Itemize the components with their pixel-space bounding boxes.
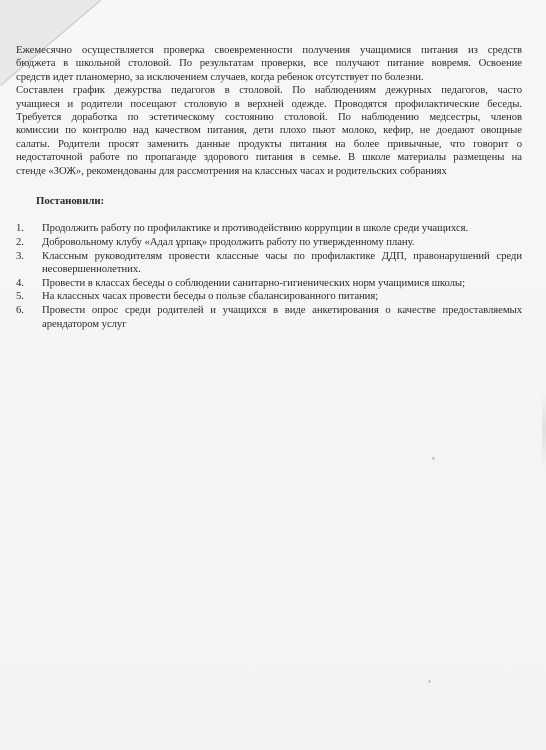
decision-text: Провести в классах беседы о соблюдении санитарно-гигиенических норм учащимися школы; [42, 276, 465, 289]
decision-text: Добровольному клубу «Адал ұрпақ» продолжить работу по утвержденному плану. [42, 236, 415, 249]
decision-text: арендатором услуг [42, 317, 127, 330]
intro-line: Ежемесячно осуществляется проверка своевременности получения учащимися питания из средств [16, 44, 522, 56]
intro-line: Составлен график дежурства педагогов в столовой. По наблюдениям дежурных педагогов, часто [16, 84, 522, 97]
intro-line: стенде «ЗОЖ», рекомендованы для рассмотрения на классных часах и родительских собраниях [16, 164, 447, 177]
decision-number: 6. [16, 304, 24, 317]
decision-item [16, 236, 522, 250]
intro-paragraph [16, 44, 522, 178]
decision-text: Провести опрос среди родителей и учащихся в виде анкетирования о качестве предоставляемых [42, 304, 522, 317]
intro-line: средств идет планомерно, за исключением случаев, когда ребенок отсутствует по болезни. [16, 70, 424, 83]
decision-number: 2. [16, 236, 24, 249]
scan-edge-shadow [542, 390, 546, 470]
decision-number: 1. [16, 222, 24, 235]
decision-number: 5. [16, 290, 24, 303]
decision-text: Продолжить работу по профилактике и противодействию коррупции в школе среди учащихся. [42, 222, 469, 235]
resolution-heading: Постановили: [36, 195, 105, 208]
speck [428, 680, 431, 683]
decisions-list [16, 222, 522, 331]
decision-item [16, 277, 522, 291]
decision-number: 3. [16, 249, 24, 262]
decision-item [16, 250, 522, 277]
decision-text: несовершеннолетних. [42, 263, 141, 276]
intro-line: учащиеся и родители посещают столовую в верхней одежде. Проводятся профилактические беседы. [16, 97, 522, 110]
decision-number: 4. [16, 276, 24, 289]
decision-item [16, 222, 522, 236]
intro-line: недостаточной работе по пропаганде здорового питания в семье. В школе материалы размещены на [16, 151, 522, 164]
decision-text: Классным руководителям провести классные часы по профилактике ДДП, правонарушений среди [42, 249, 522, 262]
decision-text: На классных часах провести беседы о пользе сбалансированного питания; [42, 290, 379, 303]
intro-line: бюджета в школьной столовой. По результатам проверки, все получают питание вовремя. Освоение [16, 57, 522, 70]
decision-item [16, 290, 522, 304]
intro-line: комиссии по контролю над качеством питания, дети плохо пьют молоко, кефир, не доедают овощные [16, 124, 522, 137]
intro-line: Требуется доработка по эстетическому состоянию столовой. По наблюдению медсестры, членов [16, 111, 522, 124]
speck [432, 457, 435, 460]
document-body [16, 44, 522, 331]
intro-line: салаты. Родители просят заменить данные продукты питания на более привычные, что говорит о [16, 137, 522, 150]
decision-item [16, 304, 522, 331]
